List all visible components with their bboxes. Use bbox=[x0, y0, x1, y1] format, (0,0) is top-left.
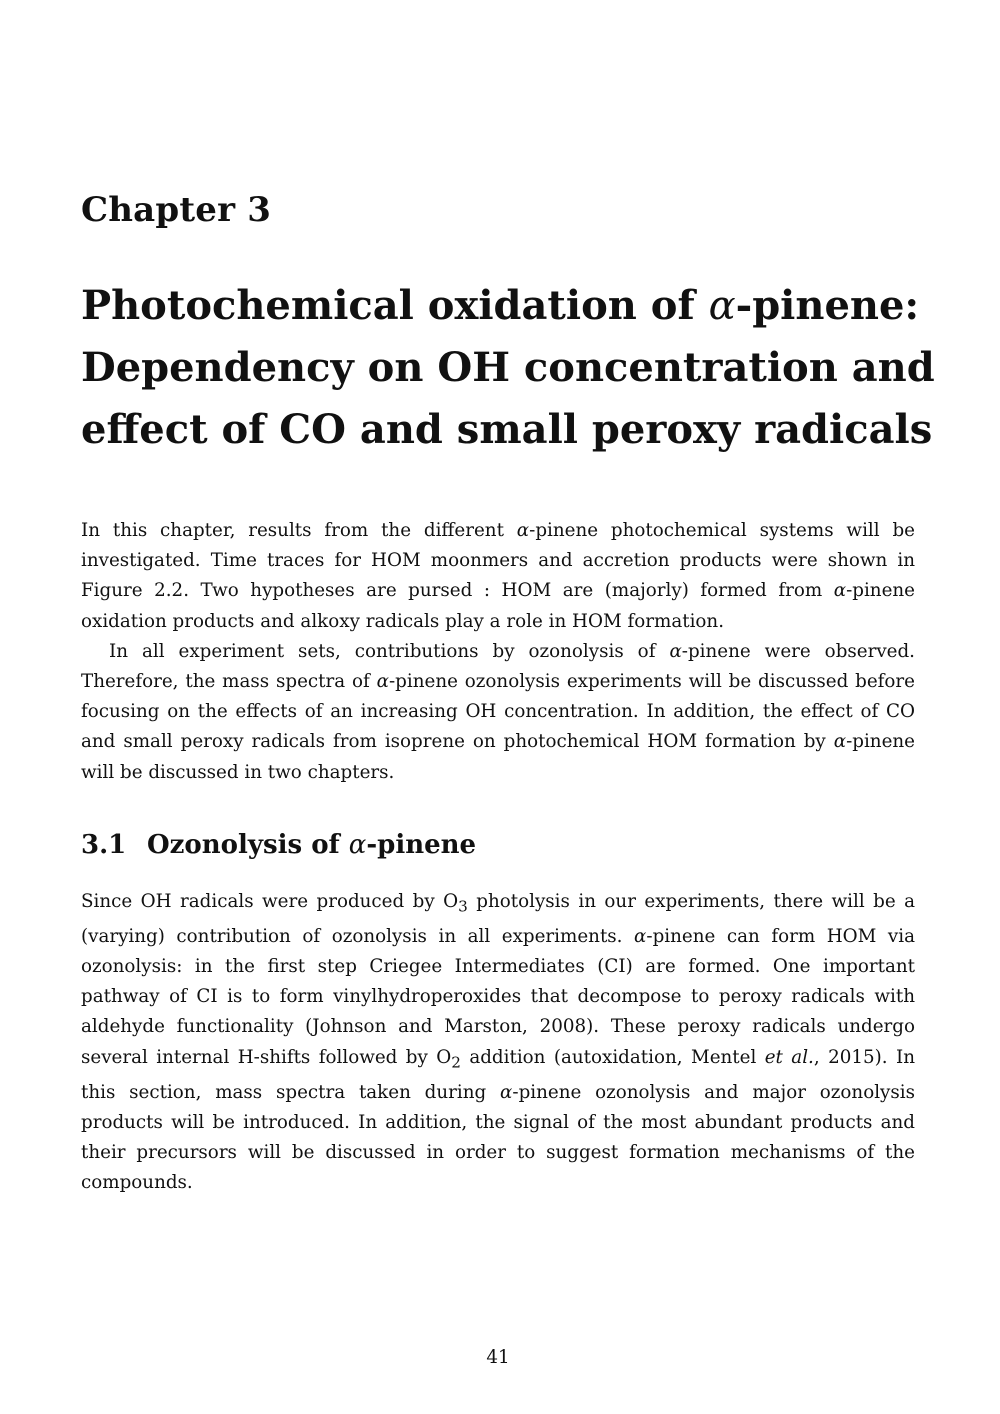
chapter-title-line-2: Dependency on OH concentration and bbox=[81, 344, 935, 391]
chapter-title-line-3: effect of CO and small peroxy radicals bbox=[81, 406, 933, 453]
intro-paragraph-2: In all experiment sets, contributions by ozonolysis of α-pinene were observed. Therefore, the mass spectra of α-pinene ozonolysis experiments will be discussed before focusing on the effects of an increasing OH concentration. In addition, the effect of CO and small peroxy radicals from isoprene on photochemical HOM formation by α-pinene will be discussed in two chapters. bbox=[81, 640, 915, 783]
document-page bbox=[81, 0, 935, 1414]
chapter-introduction bbox=[81, 516, 915, 788]
alpha-symbol: α bbox=[708, 283, 736, 329]
chapter-label: Chapter 3 bbox=[81, 190, 272, 230]
section-number: 3.1 bbox=[81, 830, 127, 860]
section-paragraph: Since OH radicals were produced by $O_3$ photolysis in our experiments, there will be a (varying) contribution of ozonolysis in all experiments. α-pinene can form HOM via ozonolysis: in the first step Criegee Intermediates (CI) are formed. One important pathway of CI is to form vinylhydroperoxides that decompose to peroxy radicals with aldehyde functionality (Johnson and Marston, 2008). These peroxy radicals undergo several internal H-shifts followed by $O_2$ addition (autoxidation, Mentel et al., 2015). In this section, mass spectra taken during α-pinene ozonolysis and major ozonolysis products will be introduced. In addition, the signal of the most abundant products and their precursors will be discussed in order to suggest formation mechanisms of the compounds. bbox=[81, 891, 916, 1194]
section-title: Ozonolysis of α-pinene bbox=[147, 830, 477, 860]
page-number: 41 bbox=[486, 1347, 510, 1368]
intro-paragraph-1: In this chapter, results from the different α-pinene photochemical systems will be investigated. Time traces for HOM moonmers and accretion products were shown in Figure 2.2. Two hypotheses are pursed : HOM are (majorly) formed from α-pinene oxidation products and alkoxy radicals play a role in HOM formation. bbox=[81, 520, 915, 632]
chapter-title bbox=[81, 275, 935, 461]
section-body bbox=[81, 887, 915, 1198]
section-heading bbox=[81, 830, 476, 860]
chapter-title-line-1: Photochemical oxidation of α-pinene: bbox=[81, 282, 920, 329]
